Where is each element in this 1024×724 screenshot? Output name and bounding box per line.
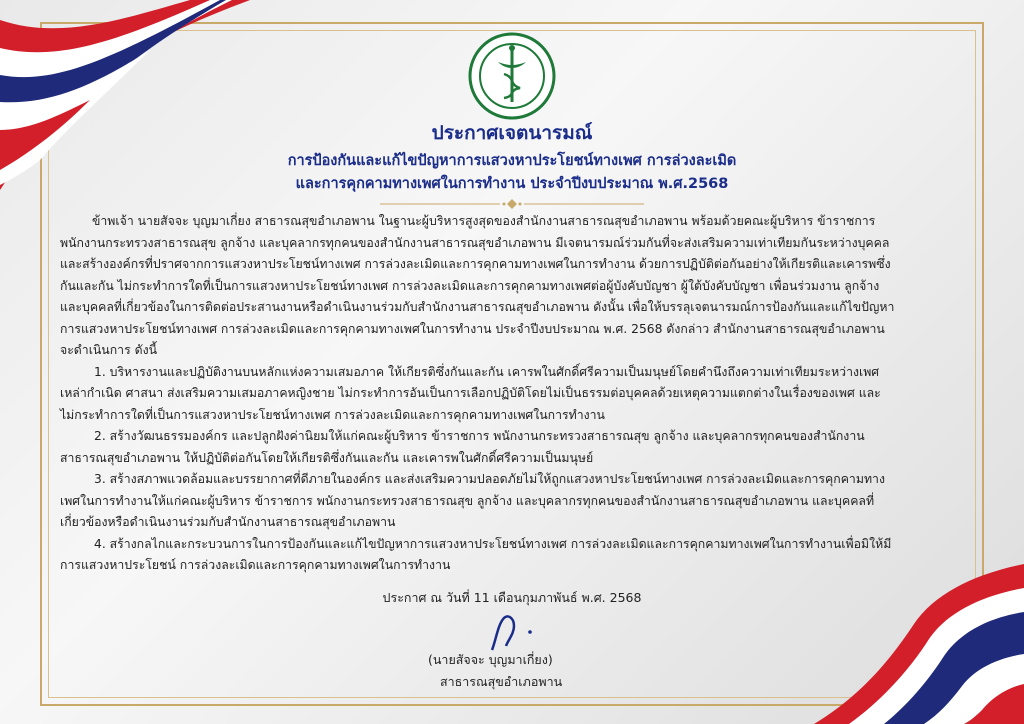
paragraph-line: กันและกัน ไม่กระทำการใดที่เป็นการแสวงหาประโยชน์ทางเพศ การล่วงละเมิดและการคุกคามทางเพศต่อผู้บังคับบัญชา ผู้ใต้บังคับบัญชา เพื่อนร่วมงาน ลูกจ้าง <box>60 278 880 293</box>
signer-position: สาธารณสุขอำเภอพาน <box>440 674 563 689</box>
subtitle-line-1: การป้องกันและแก้ไขปัญหาการแสวงหาประโยชน์ทางเพศ การล่วงละเมิด <box>287 153 737 169</box>
paragraph-line: และสร้างองค์กรที่ปราศจากการแสวงหาประโยชน์ทางเพศ การล่วงละเมิดและการคุกคามทางเพศในการทำงาน ด้วยการปฏิบัติต่อกันอย่างให้เกียรติและเคารพซึ่ง <box>60 257 891 271</box>
paragraph-line: เพศในการทำงานให้แก่คณะผู้บริหาร ข้าราชการ พนักงานกระทรวงสาธารณสุข ลูกจ้าง และบุคลากรทุกคนของสำนักงานสาธารณสุขอำเภอพาน และบุคคลที่ <box>60 493 875 508</box>
signature-mark <box>480 610 550 655</box>
list-item-1: 1. บริหารงานและปฏิบัติงานบนหลักแห่งความเสมอภาค ให้เกียรติซึ่งกันและกัน เคารพในศักดิ์ศรีความเป็นมนุษย์โดยคำนึงถึงความเท่าเทียมระหว่างเพศ <box>94 364 880 379</box>
list-item-2: 2. สร้างวัฒนธรรมองค์กร และปลูกฝังค่านิยมให้แก่คณะผู้บริหาร ข้าราชการ พนักงานกระทรวงสาธารณสุข ลูกจ้าง และบุคลากรทุกคนของสำนักงาน <box>94 429 865 443</box>
announce-date: ประกาศ ณ วันที่ 11 เดือนกุมภาพันธ์ พ.ศ. 2568 <box>382 590 642 605</box>
paragraph-line: จะดำเนินการ ดังนี้ <box>60 343 157 357</box>
ornamental-divider <box>380 199 644 209</box>
paragraph-line: เหล่ากำเนิด ศาสนา ส่งเสริมความเสมอภาคหญิงชาย ไม่กระทำการอันเป็นการเลือกปฏิบัติโดยไม่เป็นธรรมต่อบุคคลด้วยเหตุความแตกต่างในเรื่องของเพศ และ <box>60 386 881 400</box>
subtitle-line-2: และการคุกคามทางเพศในการทำงาน ประจำปีงบประมาณ พ.ศ.2568 <box>295 176 729 192</box>
paragraph-line: การแสวงหาประโยชน์ทางเพศ การล่วงละเมิดและการคุกคามทางเพศในการทำงาน ประจำปีงบประมาณ พ.ศ. 2568 ดังกล่าว สำนักงานสาธารณสุขอำเภอพาน <box>60 321 885 336</box>
paragraph-line: พนักงานกระทรวงสาธารณสุข ลูกจ้าง และบุคลากรทุกคนของสำนักงานสาธารณสุขอำเภอพาน มีเจตนารมณ์ร่วมกันที่จะส่งเสริมความเท่าเทียมกันระหว่างบุคคล <box>60 235 890 250</box>
paragraph-line: การแสวงหาประโยชน์ การล่วงละเมิดและการคุกคามทางเพศในการทำงาน <box>60 558 451 572</box>
page-title: ประกาศเจตนารมณ์ <box>431 122 593 144</box>
thai-flag-ribbon-bottom-right <box>774 554 1024 724</box>
paragraph-line: สาธารณสุขอำเภอพาน ให้ปฏิบัติต่อกันโดยให้เกียรติซึ่งกันและกัน และเคารพในศักดิ์ศรีความเป็นมนุษย์ <box>60 450 594 465</box>
paragraph-line: เกี่ยวข้องหรือดำเนินงานร่วมกับสำนักงานสาธารณสุขอำเภอพาน <box>60 515 396 529</box>
paragraph-line: ข้าพเจ้า นายสัจจะ บุญมาเกี่ยง สาธารณสุขอำเภอพาน ในฐานะผู้บริหารสูงสุดของสำนักงานสาธารณสุขอำเภอพาน พร้อมด้วยคณะผู้บริหาร ข้าราชการ <box>92 214 876 228</box>
ministry-of-public-health-logo <box>468 32 556 120</box>
list-item-4: 4. สร้างกลไกและกระบวนการในการป้องกันและแก้ไขปัญหาการแสวงหาประโยชน์ทางเพศ การล่วงละเมิดและการคุกคามทางเพศในการทำงานเพื่อมิให้มี <box>94 536 892 551</box>
paragraph-line: ไม่กระทำการใดที่เป็นการแสวงหาประโยชน์ทางเพศ การล่วงละเมิดและการคุกคามทางเพศในการทำงาน <box>60 407 605 422</box>
paragraph-line: และบุคคลที่เกี่ยวข้องในการติดต่อประสานงานหรือดำเนินงานร่วมกับสำนักงานสาธารณสุขอำเภอพาน ดังนั้น เพื่อให้บรรลุเจตนารมณ์การป้องกันและแก้ไขปัญหา <box>60 300 895 314</box>
signer-name: (นายสัจจะ บุญมาเกี่ยง) <box>428 652 553 667</box>
declaration-body <box>60 211 990 577</box>
list-item-3: 3. สร้างสภาพแวดล้อมและบรรยากาศที่ดีภายในองค์กร และส่งเสริมความปลอดภัยไม่ให้ถูกแสวงหาประโยชน์ทางเพศ การล่วงละเมิดและการคุกคามทาง <box>94 472 885 486</box>
